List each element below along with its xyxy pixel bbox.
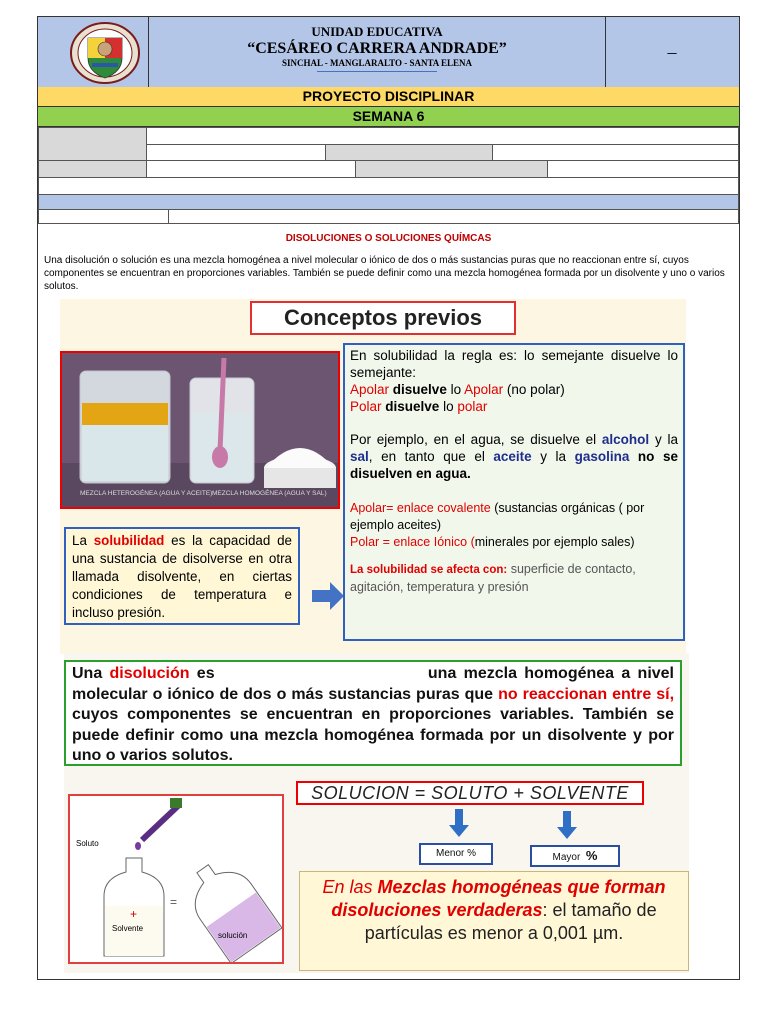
form-field-cell[interactable]: [38, 177, 739, 195]
def-post: es la capacidad de una sustancia de disolverse en otra llamada disolvente, en ciertas condiciones de temperatura e incluso presión.: [72, 533, 293, 620]
diss-term: disolución: [109, 665, 190, 682]
form-field-cell[interactable]: [146, 144, 326, 161]
header-underline: [317, 71, 437, 72]
concepts-title: Conceptos previos: [250, 301, 516, 335]
rule-factors: La solubilidad se afecta con: superficie de contacto, agitación, temperatura y presión: [350, 562, 636, 594]
form-label-cell: [325, 144, 493, 161]
illustration-solvente-label: Solvente: [112, 924, 144, 933]
form-blue-row: [38, 194, 739, 210]
minor-percent-tag: Menor %: [419, 843, 493, 865]
form-field-cell[interactable]: [492, 144, 739, 161]
glasses-illustration: [62, 353, 338, 507]
diss-pre: Una: [72, 665, 110, 682]
illustration-solucion-label: solución: [218, 931, 248, 940]
school-crest-logo: [70, 22, 140, 85]
school-header: [38, 17, 739, 88]
form-field-cell[interactable]: [547, 160, 739, 178]
school-name-block: [148, 17, 606, 87]
form-label-cell: [38, 209, 169, 224]
homo-pre: En las: [322, 877, 378, 897]
school-type: UNIDAD EDUCATIVA: [311, 24, 443, 39]
form-field-cell[interactable]: [146, 160, 356, 178]
section-title: DISOLUCIONES O SOLUCIONES QUÍMCAS: [285, 233, 492, 244]
project-bar: PROYECTO DISCIPLINAR: [38, 87, 739, 107]
form-divider: [38, 223, 739, 224]
form-label-cell: [38, 160, 147, 178]
solubility-definition: [64, 527, 300, 625]
major-percent-tag: Mayor %: [530, 845, 620, 867]
solution-equation: SOLUCION = SOLUTO + SOLVENTE: [296, 781, 644, 805]
rule-apolar-def: Apolar= enlace covalente (sustancias orgánicas ( por ejemplo aceites): [350, 501, 645, 532]
form-field-cell[interactable]: [146, 127, 739, 145]
school-name: “CESÁREO CARRERA ANDRADE”: [247, 40, 507, 57]
week-bar: SEMANA 6: [38, 107, 739, 127]
illustration-soluto-label: Soluto: [76, 839, 99, 848]
bottles-illustration: [70, 796, 282, 962]
mixtures-photo: [60, 351, 340, 509]
rule-apolar: Apolar disuelve lo Apolar (no polar): [350, 382, 565, 397]
down-arrow-icon: [448, 809, 470, 837]
form-label-cell: [38, 127, 147, 161]
intro-paragraph: Una disolución o solución es una mezcla homogénea a nivel molecular o iónico de dos o más sustancias puras que no reaccionan entre sí, cuyos componentes se encuentran en proporciones variables. También se puede definir como una mezcla homogénea formada por un disolvente y uno o varios solutos.: [44, 255, 725, 292]
school-location: SINCHAL - MANGLARALTO - SANTA ELENA: [281, 58, 473, 68]
def-term: solubilidad: [93, 533, 165, 548]
homo-red: Mezclas homogéneas que forman disoluciones verdaderas: [331, 877, 666, 920]
header-right-mark: –: [667, 42, 677, 62]
solution-illustration: [68, 794, 284, 964]
homo-post: : el tamaño de partículas es menor a 0,001 µm.: [364, 900, 657, 943]
illustration-plus: +: [130, 907, 138, 921]
illustration-equals: =: [170, 895, 178, 909]
form-label-cell: [355, 160, 548, 178]
rule-intro: En solubilidad la regla es: lo semejante disuelve lo semejante:: [350, 348, 678, 380]
rule-polar-def: Polar = enlace Iónico (minerales por ejemplo sales): [350, 535, 635, 549]
homogeneous-note: [299, 871, 689, 971]
def-pre: La: [72, 533, 94, 548]
diss-mid1: es: [189, 665, 215, 682]
document-page: [37, 16, 740, 980]
solubility-rule-box: [343, 343, 685, 641]
diss-post: cuyos componentes se encuentran en proporciones variables. También se puede definir como una mezcla homogénea formada por un disolvente y por uno o varios solutos.: [72, 706, 674, 764]
rule-example: Por ejemplo, en el agua, se disuelve el alcohol y la sal, en tanto que el aceite y la gasolina no se disuelven en agua.: [350, 432, 678, 481]
down-arrow-icon: [556, 811, 578, 839]
diss-mid2: una mezcla homogénea a nivel molecular o iónico de dos o más sustancias puras que: [72, 665, 675, 703]
diss-red: no reaccionan entre sí,: [498, 685, 675, 703]
dissolution-definition: [64, 660, 682, 766]
rule-polar: Polar disuelve lo polar: [350, 399, 488, 414]
photo-label-heterogeneous: MEZCLA HETEROGÉNEA (AGUA Y ACEITE): [80, 490, 213, 497]
form-field-cell[interactable]: [168, 209, 739, 224]
right-arrow-icon: [310, 581, 346, 611]
photo-label-homogeneous: MEZCLA HOMOGÉNEA (AGUA Y SAL): [212, 490, 327, 497]
